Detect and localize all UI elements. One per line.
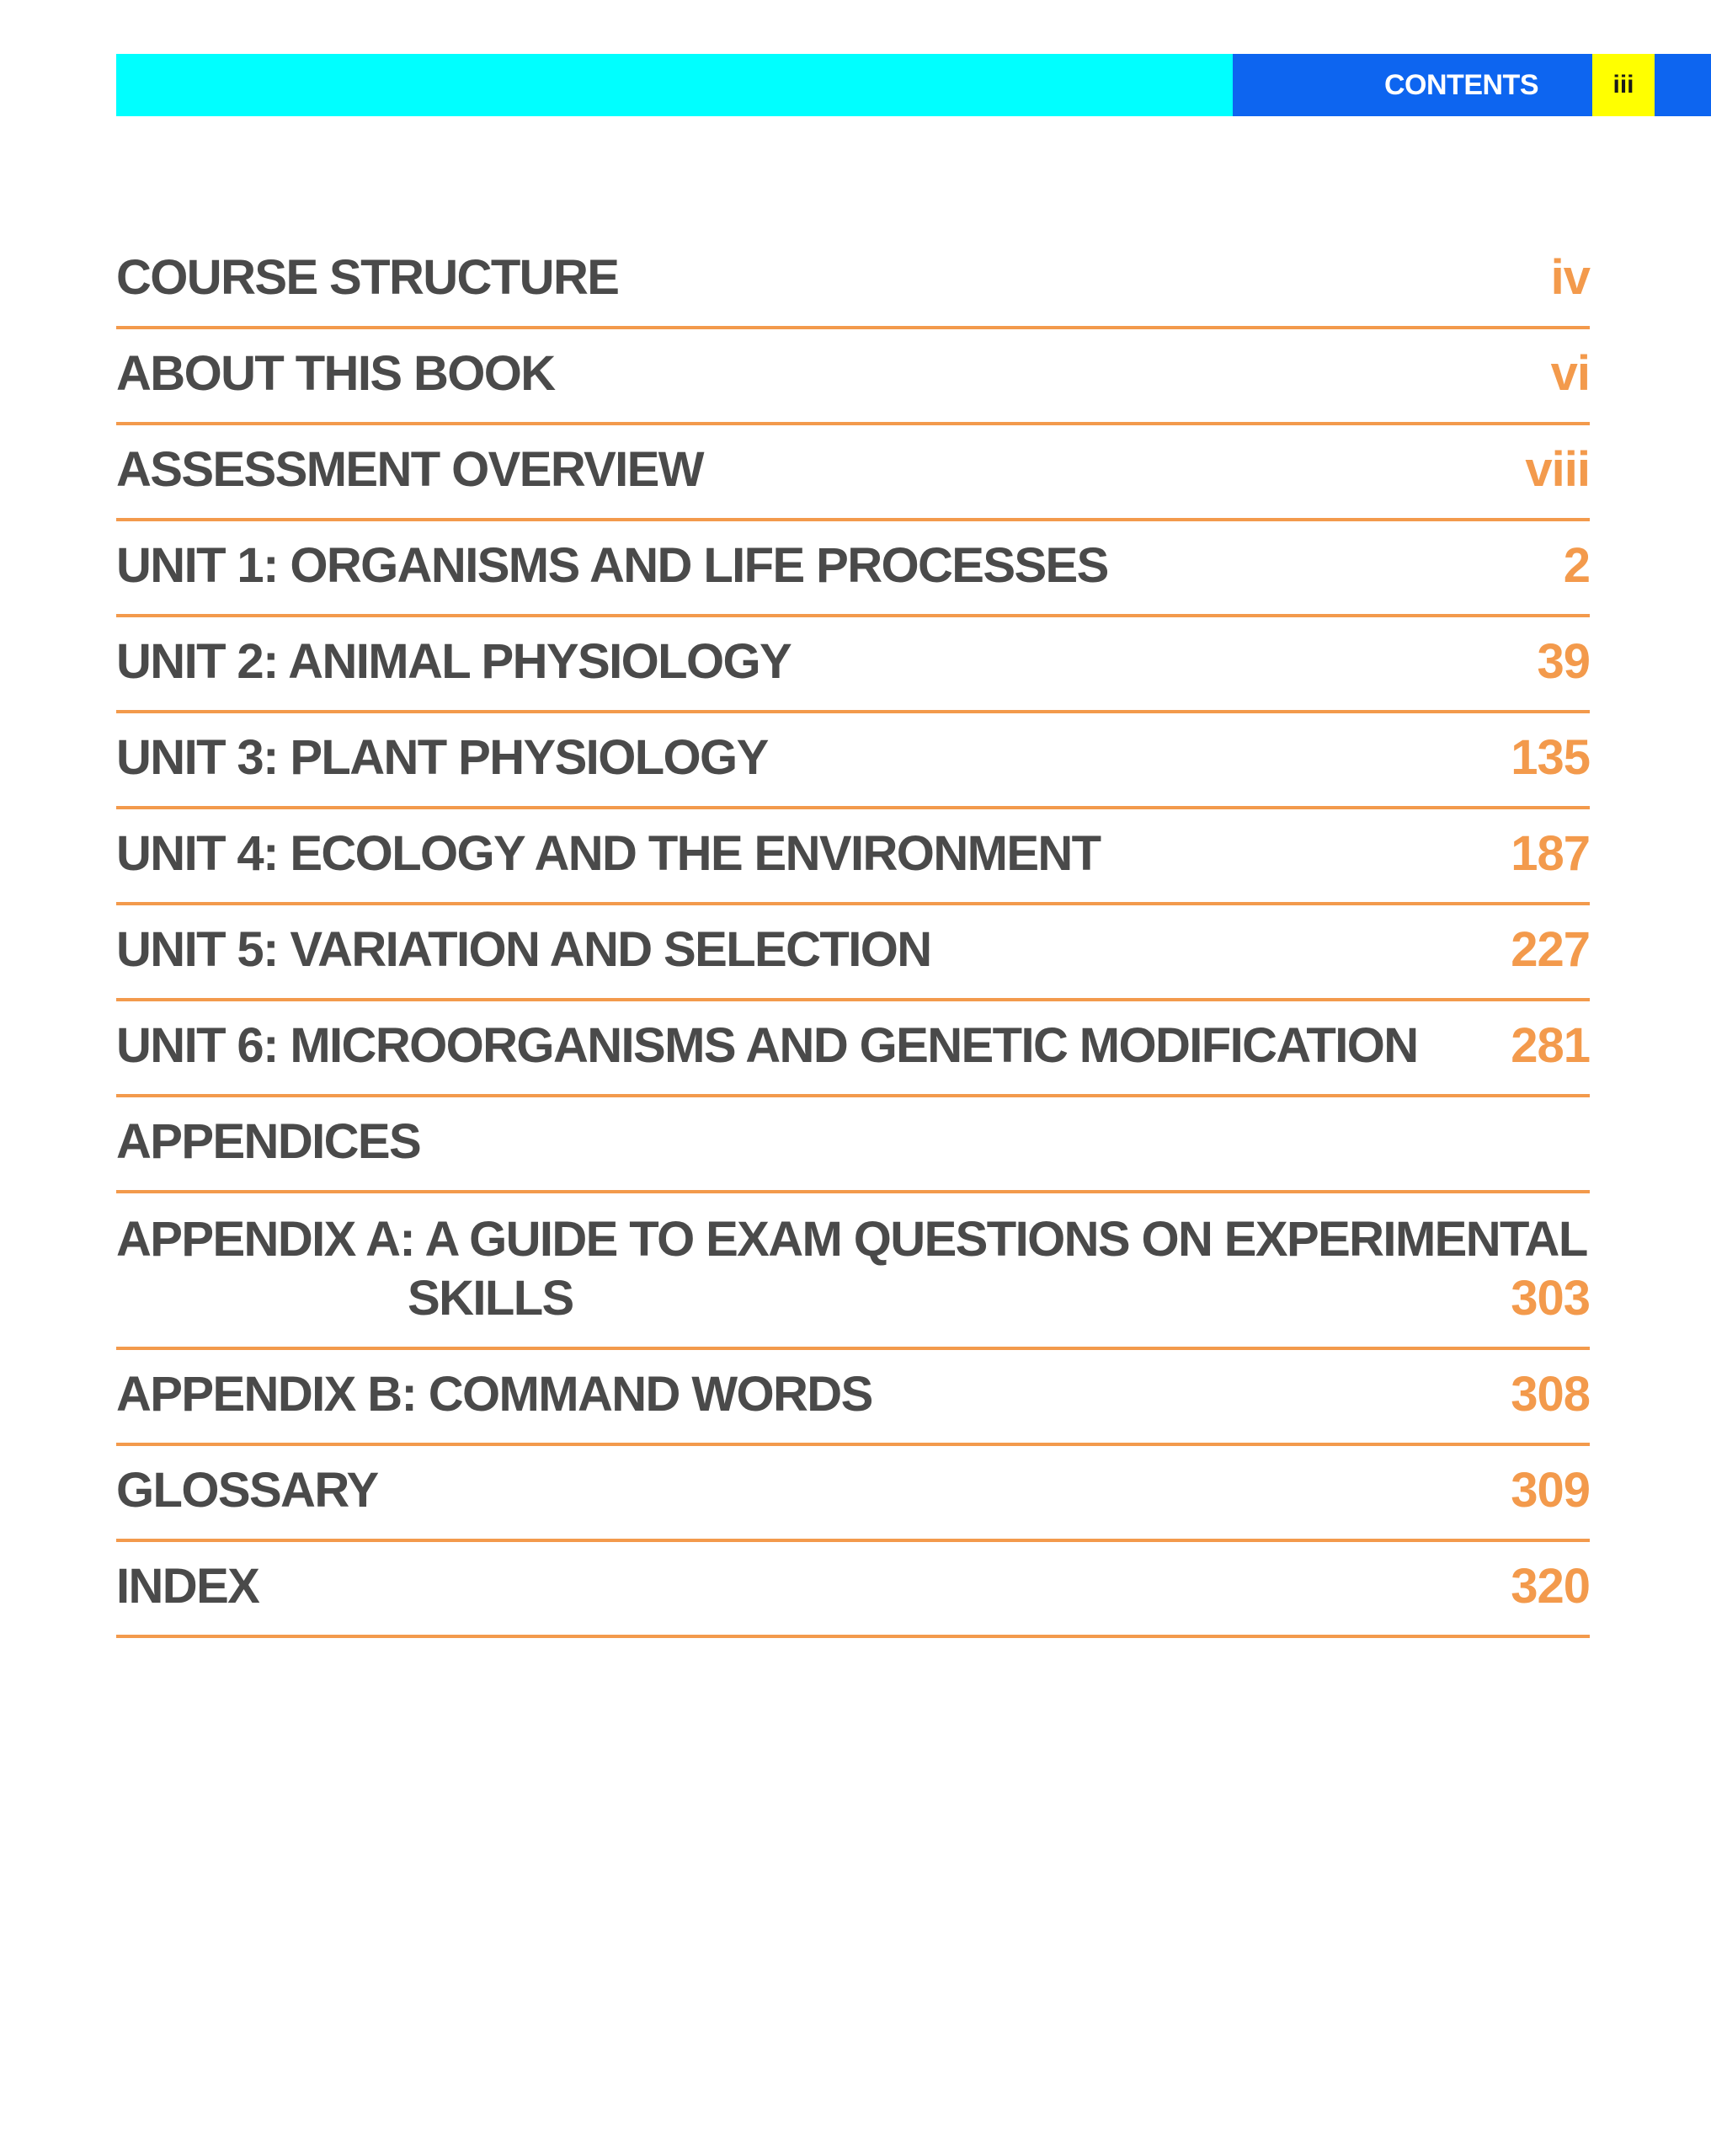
toc-row-unit-1[interactable] <box>116 521 1590 617</box>
toc-entry-title: INDEX <box>116 1559 259 1614</box>
toc-entry-title: UNIT 4: ECOLOGY AND THE ENVIRONMENT <box>116 826 1101 881</box>
toc-row-about-this-book[interactable] <box>116 329 1590 425</box>
toc-entry-title: UNIT 6: MICROORGANISMS AND GENETIC MODIFICATION <box>116 1018 1418 1073</box>
toc-entry-title: UNIT 2: ANIMAL PHYSIOLOGY <box>116 634 792 689</box>
toc-entry-title-line-1: APPENDIX A: A GUIDE TO EXAM QUESTIONS ON EXPERIMENTAL <box>116 1212 1587 1267</box>
toc-entry-page: 281 <box>1511 1018 1590 1073</box>
toc-entry-title: UNIT 5: VARIATION AND SELECTION <box>116 922 931 977</box>
header-bar <box>116 54 1711 116</box>
toc-entry-page: 187 <box>1511 826 1590 881</box>
toc-entry-title: APPENDICES <box>116 1114 421 1169</box>
header-page-number: iii <box>1592 54 1655 116</box>
toc-entry-page: 303 <box>1511 1271 1590 1326</box>
toc-entry-page: iv <box>1550 250 1590 305</box>
header-section-label: CONTENTS <box>1233 54 1592 116</box>
toc-entry-title: ABOUT THIS BOOK <box>116 346 555 401</box>
table-of-contents <box>116 233 1590 1638</box>
toc-row-unit-5[interactable] <box>116 905 1590 1001</box>
toc-row-glossary[interactable] <box>116 1446 1590 1542</box>
toc-entry-title: UNIT 3: PLANT PHYSIOLOGY <box>116 730 768 785</box>
toc-entry-title: COURSE STRUCTURE <box>116 250 619 305</box>
toc-entry-page: 135 <box>1511 730 1590 785</box>
toc-entry-page: 309 <box>1511 1463 1590 1518</box>
toc-entry-page: 308 <box>1511 1367 1590 1422</box>
toc-row-unit-4[interactable] <box>116 809 1590 905</box>
toc-row-assessment-overview[interactable] <box>116 425 1590 521</box>
toc-entry-page: 39 <box>1537 634 1590 689</box>
toc-row-unit-3[interactable] <box>116 713 1590 809</box>
toc-row-unit-6[interactable] <box>116 1001 1590 1097</box>
toc-entry-title: ASSESSMENT OVERVIEW <box>116 442 703 497</box>
header-cyan-band <box>116 54 1233 116</box>
toc-row-appendix-a[interactable] <box>116 1193 1590 1350</box>
toc-entry-page: viii <box>1525 442 1590 497</box>
toc-row-course-structure[interactable] <box>116 233 1590 329</box>
toc-row-unit-2[interactable] <box>116 617 1590 713</box>
toc-entry-page: vi <box>1550 346 1590 401</box>
toc-entry-title: UNIT 1: ORGANISMS AND LIFE PROCESSES <box>116 538 1108 593</box>
toc-entry-page: 2 <box>1563 538 1590 593</box>
toc-entry-title: APPENDIX B: COMMAND WORDS <box>116 1367 872 1422</box>
toc-entry-title: GLOSSARY <box>116 1463 378 1518</box>
toc-row-index[interactable] <box>116 1542 1590 1638</box>
toc-entry-title <box>116 1210 1587 1328</box>
toc-entry-page: 320 <box>1511 1559 1590 1614</box>
toc-row-appendices[interactable] <box>116 1097 1590 1193</box>
toc-entry-page: 227 <box>1511 922 1590 977</box>
header-blue-end-band <box>1655 54 1711 116</box>
toc-entry-title-line-2: SKILLS <box>408 1271 573 1326</box>
toc-row-appendix-b[interactable] <box>116 1350 1590 1446</box>
